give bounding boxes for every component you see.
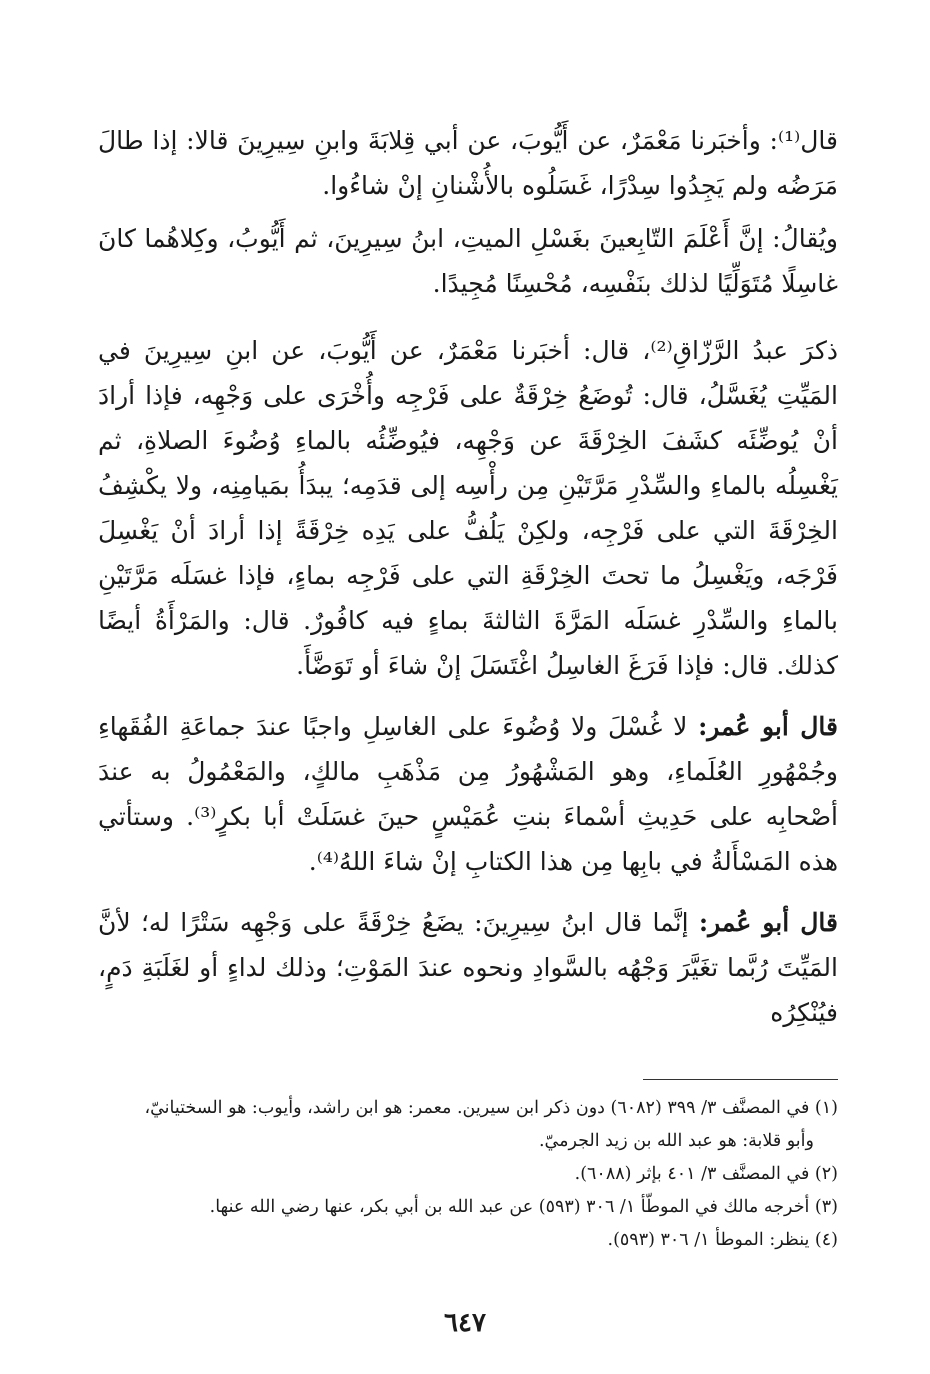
paragraph-2-text: ويُقالُ: إنَّ أَعْلَمَ التّابِعينَ بغَسْلِ الميتِ، ابنُ سِيرِينَ، ثم أَيُّوبُ، وكِلاهُما كانَ غاسِلًا مُتَوَلِّيًا لذلك بنَفْسِه، مُحْسِنًا مُجِيدًا. [98, 224, 838, 298]
footnote-2: (٢) في المصنَّف ٣/ ٤٠١ بإثر (٦٠٨٨). [574, 1164, 838, 1184]
paragraph-3-text: ذكرَ عبدُ الرَّزّاقِ⁽²⁾، قال: أخبَرنا مَعْمَرٌ، عن أَيُّوبَ، عن ابنِ سِيرِينَ في المَيِّتِ يُغَسَّلُ، قال: تُوضَعُ خِرْقَةٌ على فَرْجِه وأُخْرَى على وَجْهِه، فإذا أرادَ أنْ يُوضِّئَه كشَفَ الخِرْقَةَ عن وَجْهِه، فيُوضِّئُه بالماءِ وُضُوءَ الصلاةِ، ثم يَغْسِلُه بالماءِ والسِّدْرِ مَرَّتَيْنِ مِن رأْسِه إلى قدَمِه؛ يبدَأُ بمَيامِنِه، ولا يكْشِفُ الخِرْقَةَ التي على فَرْجِه، ولكِنْ يَلُفُّ على يَدِه خِرْقَةً إذا أرادَ أنْ يَغْسِلَ فَرْجَه، ويَغْسِلُ ما تحتَ الخِرْقَةِ التي على فَرْجِه بماءٍ، فإذا غسَلَه مَرَّتَيْنِ بالماءِ والسِّدْرِ غسَلَه المَرَّةَ الثالثةَ بماءٍ فيه كافُورٌ. قال: والمَرْأَةُ أيضًا كذلك. قال: فإذا فَرَغَ الغاسِلُ اغْتَسَلَ إنْ شاءَ أو تَوَضَّأَ. [98, 336, 839, 680]
page-body [98, 118, 838, 1257]
paragraph-4 [98, 704, 838, 884]
footnote-4: (٤) ينظر: الموطأ ١/ ٣٠٦ (٥٩٣). [607, 1230, 838, 1250]
paragraph-1-text: قال⁽¹⁾: وأخبَرنا مَعْمَرٌ، عن أَيُّوبَ، عن أبي قِلابَةَ وابنِ سِيرِينَ قالا: إذا طالَ مَرَضُه ولم يَجِدُوا سِدْرًا، غَسَلُوه بالأُشْنانِ إنْ شاءُوا. [98, 126, 838, 200]
footnotes [98, 1092, 838, 1257]
footnote-1: (١) في المصنَّف ٣/ ٣٩٩ (٦٠٨٢) دون ذكر ابن سيرين. معمر: هو ابن راشد، وأيوب: هو السختيانيّ، [144, 1098, 838, 1118]
paragraph-2 [98, 216, 838, 306]
footnote-3: (٣) أخرجه مالك في الموطّأ ١/ ٣٠٦ (٥٩٣) عن عبد الله بن أبي بكر، عنها رضي الله عنها. [209, 1197, 838, 1217]
paragraph-4-text: لا غُسْلَ ولا وُضُوءَ على الغاسِلِ واجبًا عندَ جماعَةِ الفُقَهاءِ وجُمْهُورِ العُلَماءِ، وهو المَشْهُورُ مِن مَذْهَبِ مالكٍ، والمَعْمُولُ به عندَ أصْحابِه على حَدِيثِ أسْماءَ بنتِ عُمَيْسٍ حينَ غسَلَتْ أبا بكرٍ⁽³⁾. وستأتي هذه المَسْأَلةُ في بابِها مِن هذا الكتابِ إنْ شاءَ اللهُ⁽⁴⁾. [98, 712, 838, 876]
footnote-divider [643, 1079, 838, 1080]
paragraph-5 [98, 900, 838, 1035]
paragraph-5-lead: قال أبو عُمر: [698, 908, 838, 937]
paragraph-1 [98, 118, 838, 208]
footnote-1-continuation: وأبو قلابة: هو عبد الله بن زيد الجرميّ. [538, 1131, 814, 1151]
paragraph-5-text: إنَّما قال ابنُ سِيرِينَ: يضَعُ خِرْقَةً على وَجْهِه سَتْرًا له؛ لأنَّ المَيِّتَ رُبَّما تغَيَّرَ وَجْهُه بالسَّوادِ ونحوه عندَ المَوْتِ؛ وذلك لداءٍ أو لغَلَبَةِ دَمٍ، فيُنْكِرُه [98, 908, 838, 1027]
page-number: ٦٤٧ [444, 1308, 486, 1338]
paragraph-4-lead: قال أبو عُمر: [698, 712, 838, 741]
paragraph-3 [98, 328, 838, 688]
